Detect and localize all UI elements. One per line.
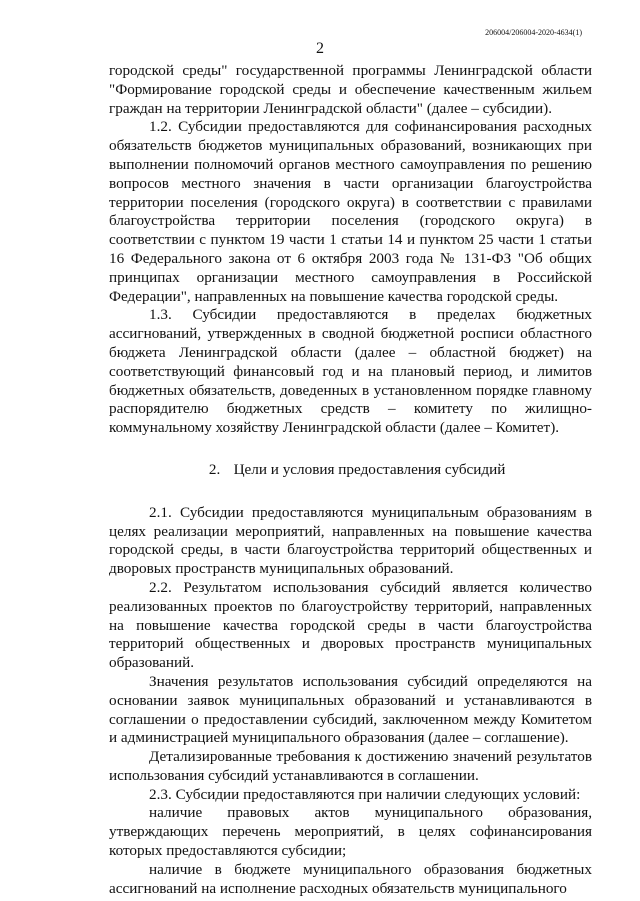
section-title: Цели и условия предоставления субсидий (233, 460, 506, 478)
paragraph-2-3: 2.3. Субсидии предоставляются при наличии следующих условий: (149, 785, 581, 803)
section-number: 2. (208, 460, 221, 478)
paragraph-2-2: 2.2. Результатом использования субсидий является количество реализованных проектов по благоустройству территорий, направленных на повышение качества городской среды в части благоустройства территорий общественных и дворовых пространств муниципальных образований. (109, 578, 592, 672)
paragraph-1-2: 1.2. Субсидии предоставляются для софинансирования расходных обязательств бюджетов муниципальных образований, возникающих при выполнении полномочий органов местного самоуправления по решению вопросов местного значения в части организации благоустройства территории поселения (городского округа) в соответствии с правилами благоустройства территории поселения (городского округа) в соответствии с пунктом 19 части 1 статьи 14 и пунктом 25 части 1 статьи 16 Федерального закона от 6 октября 2003 года № 131-ФЗ "Об общих принципах организации местного самоуправления в Российской Федерации", направленных на повышение качества городской среды. (109, 118, 592, 305)
document-id: 206004/206004-2020-4634(1) (485, 28, 582, 37)
paragraph-2-1: 2.1. Субсидии предоставляются муниципальным образованиям в целях реализации мероприятий, направленных на повышение качества городской среды, в части благоустройства территорий общественных и дворовых пространств муниципальных образований. (109, 503, 592, 578)
paragraph-detailed-requirements: Детализированные требования к достижению значений результатов использования субсидий устанавливаются в соглашении. (109, 748, 592, 784)
condition-item-budget: наличие в бюджете муниципального образования бюджетных ассигнований на исполнение расходных обязательств муниципального (109, 860, 592, 897)
paragraph-1-3: 1.3. Субсидии предоставляются в пределах бюджетных ассигнований, утвержденных в сводной бюджетной росписи областного бюджета Ленинградской области (далее – областной бюджет) на соответствующий финансовый год и на плановый период, и лимитов бюджетных обязательств, доведенных в установленном порядке главному распорядителю бюджетных средств – комитету по жилищно-коммунальному хозяйству Ленинградской области (далее – Комитет). (109, 306, 592, 437)
paragraph-result-values: Значения результатов использования субсидий определяются на основании заявок муниципальных образований и устанавливаются в соглашении о предоставлении субсидий, заключенном между Комитетом и администрацией муниципального образования (далее – соглашение). (109, 672, 592, 747)
paragraph-continuation: городской среды" государственной программы Ленинградской области "Формирование городской среды и обеспечение качественным жильем граждан на территории Ленинградской области" (далее – субсидии). (109, 62, 592, 117)
condition-item-legal-acts: наличие правовых актов муниципального образования, утверждающих перечень мероприятий, в целях софинансирования которых предоставляются субсидии; (109, 804, 592, 860)
section-heading (109, 461, 592, 480)
document-body (109, 62, 592, 898)
page-number: 2 (316, 40, 324, 57)
